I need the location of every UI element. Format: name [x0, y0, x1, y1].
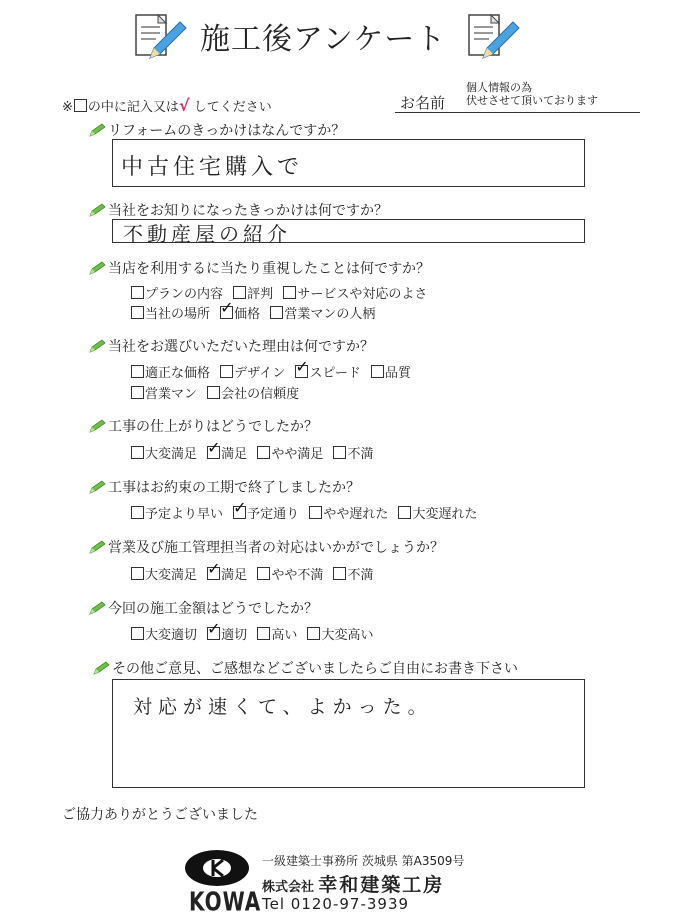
- logo-text: KOWA: [189, 886, 262, 918]
- checkbox[interactable]: [398, 506, 411, 519]
- checkbox[interactable]: [371, 365, 384, 378]
- option-item[interactable]: [131, 387, 197, 402]
- option-label: 満足: [221, 447, 248, 462]
- question-6-text: 工事はお約束の工期で終了しましたか？: [108, 480, 360, 496]
- option-item[interactable]: [233, 287, 273, 302]
- option-label: 品質: [385, 366, 412, 381]
- option-row: [131, 443, 379, 462]
- checkbox[interactable]: [333, 567, 346, 580]
- option-item[interactable]: [131, 447, 197, 462]
- option-row: [131, 362, 417, 381]
- option-label: 不満: [347, 568, 374, 583]
- checkbox[interactable]: [131, 567, 144, 580]
- answer-field-9[interactable]: [112, 679, 585, 788]
- option-item[interactable]: [131, 507, 223, 522]
- pencil-icon: [92, 661, 110, 675]
- thanks-text: ご協力ありがとうございました: [62, 807, 258, 823]
- question-9-text: その他ご意見、ご感想などございましたらご自由にお書き下さい: [112, 661, 518, 677]
- option-item[interactable]: [295, 366, 360, 381]
- answer-1-text: 中古住宅購入で: [121, 155, 304, 180]
- instruction-tick: √: [178, 96, 190, 115]
- option-item[interactable]: [283, 287, 427, 302]
- option-label: サービスや対応のよさ: [297, 287, 428, 302]
- question-5-text: 工事の仕上がりはどうでしたか？: [108, 419, 318, 435]
- option-label: やや遅れた: [323, 507, 389, 522]
- option-label: やや満足: [271, 447, 324, 462]
- option-item[interactable]: [333, 568, 373, 583]
- checkbox[interactable]: [131, 365, 144, 378]
- company-prefix: 株式会社: [262, 880, 315, 895]
- option-label: 高い: [271, 628, 298, 643]
- question-3-text: 当店を利用するに当たり重視したことは何ですか？: [108, 261, 430, 277]
- privacy-line-1: 個人情報の為: [466, 81, 532, 94]
- answer-9-text: 対応が速くて、よかった。: [133, 696, 433, 718]
- option-label: 営業マンの人柄: [284, 307, 376, 322]
- question-2-text: 当社をお知りになったきっかけは何ですか？: [108, 203, 388, 219]
- checkbox-checked[interactable]: [295, 365, 308, 378]
- pencil-icon: [88, 123, 106, 137]
- footer-company: [262, 870, 444, 897]
- option-item[interactable]: [207, 447, 247, 462]
- name-label: お名前: [400, 94, 446, 112]
- option-item[interactable]: [257, 568, 323, 583]
- option-item[interactable]: [131, 628, 197, 643]
- question-3: [88, 258, 430, 278]
- option-label: 適正な価格: [145, 366, 211, 381]
- option-item[interactable]: [257, 628, 297, 643]
- option-row: [131, 624, 379, 643]
- question-8-text: 今回の施工金額はどうでしたか？: [108, 601, 318, 617]
- option-label: 評判: [247, 287, 274, 302]
- option-label: 予定より早い: [145, 507, 224, 522]
- privacy-note: [466, 81, 598, 107]
- option-item[interactable]: [307, 628, 373, 643]
- checkbox-checked[interactable]: [233, 506, 246, 519]
- question-8: [88, 598, 318, 618]
- option-item[interactable]: [131, 287, 223, 302]
- checkbox[interactable]: [131, 506, 144, 519]
- option-label: 当社の場所: [145, 307, 211, 322]
- option-row: [131, 503, 483, 522]
- checkbox[interactable]: [220, 365, 233, 378]
- option-item[interactable]: [220, 366, 285, 381]
- pencil-icon: [88, 261, 106, 275]
- option-label: デザイン: [234, 366, 286, 381]
- instruction-mid: の中に記入又は: [87, 100, 179, 115]
- answer-field-2[interactable]: [112, 219, 585, 246]
- checkbox[interactable]: [257, 446, 270, 459]
- checkbox[interactable]: [333, 446, 346, 459]
- checkbox[interactable]: [131, 386, 144, 399]
- option-item[interactable]: [131, 568, 197, 583]
- option-item[interactable]: [207, 387, 299, 402]
- checkbox[interactable]: [233, 286, 246, 299]
- option-item[interactable]: [257, 447, 323, 462]
- question-1: [88, 120, 345, 140]
- option-label: 大変満足: [145, 568, 198, 583]
- company-name: 幸和建築工房: [318, 874, 445, 896]
- option-row: [131, 303, 381, 322]
- checkbox-checked[interactable]: [207, 446, 220, 459]
- privacy-line-2: 伏せさせて頂いております: [466, 94, 598, 107]
- question-1-text: リフォームのきっかけはなんですか？: [108, 123, 346, 139]
- option-item[interactable]: [207, 568, 247, 583]
- question-7: [88, 537, 444, 557]
- option-label: 適切: [221, 628, 248, 643]
- option-label: スピード: [309, 366, 361, 381]
- option-item[interactable]: [220, 307, 260, 322]
- checkbox[interactable]: [257, 627, 270, 640]
- name-field[interactable]: [395, 112, 640, 113]
- option-label: プランの内容: [145, 287, 224, 302]
- option-label: 大変満足: [145, 447, 198, 462]
- answer-2-text: 不動産屋の紹介: [123, 222, 291, 246]
- option-item[interactable]: [333, 447, 373, 462]
- checkbox-example-icon: [74, 99, 87, 112]
- pencil-icon: [88, 540, 106, 554]
- option-label: 大変適切: [145, 628, 198, 643]
- footer-tel: Tel 0120-97-3939: [262, 895, 410, 913]
- option-label: 大変遅れた: [412, 507, 478, 522]
- option-row: [131, 383, 305, 402]
- memo-pen-icon: [463, 12, 523, 64]
- option-item[interactable]: [371, 366, 411, 381]
- checkbox[interactable]: [270, 306, 283, 319]
- option-item[interactable]: [270, 307, 375, 322]
- option-item[interactable]: [398, 507, 477, 522]
- option-label: 大変高い: [321, 628, 374, 643]
- question-7-text: 営業及び施工管理担当者の対応はいかがでしょうか？: [108, 540, 444, 556]
- memo-pen-icon: [130, 12, 190, 64]
- question-9: [92, 658, 518, 678]
- footer-registration: 一級建築士事務所 茨城県 第A3509号: [262, 854, 465, 868]
- option-label: 不満: [347, 447, 374, 462]
- checkbox[interactable]: [309, 506, 322, 519]
- question-5: [88, 416, 318, 436]
- checkbox[interactable]: [207, 386, 220, 399]
- pencil-icon: [88, 601, 106, 615]
- checkbox[interactable]: [283, 286, 296, 299]
- checkbox-checked[interactable]: [207, 567, 220, 580]
- instruction-prefix: ※: [62, 100, 73, 115]
- checkbox[interactable]: [131, 446, 144, 459]
- option-item[interactable]: [131, 307, 210, 322]
- checkbox[interactable]: [257, 567, 270, 580]
- option-label: やや不満: [271, 568, 324, 583]
- pencil-icon: [88, 480, 106, 494]
- question-6: [88, 477, 360, 497]
- page-title: 施工後アンケート: [200, 22, 447, 57]
- question-4-text: 当社をお選びいただいた理由は何ですか？: [108, 339, 374, 355]
- question-2: [88, 200, 388, 220]
- answer-field-1[interactable]: [112, 139, 585, 187]
- instruction-text: [62, 96, 272, 115]
- question-4: [88, 336, 374, 356]
- option-item[interactable]: [309, 507, 388, 522]
- pencil-icon: [88, 419, 106, 433]
- checkbox-checked[interactable]: [220, 306, 233, 319]
- pencil-icon: [88, 339, 106, 353]
- option-row: [131, 283, 433, 302]
- instruction-suffix: してください: [189, 100, 272, 115]
- option-item[interactable]: [233, 507, 299, 522]
- checkbox[interactable]: [131, 306, 144, 319]
- checkbox[interactable]: [131, 627, 144, 640]
- checkbox-checked[interactable]: [207, 627, 220, 640]
- option-item[interactable]: [207, 628, 247, 643]
- checkbox[interactable]: [307, 627, 320, 640]
- option-item[interactable]: [131, 366, 210, 381]
- option-label: 価格: [234, 307, 261, 322]
- option-row: [131, 564, 379, 583]
- pencil-icon: [88, 203, 106, 217]
- option-label: 会社の信頼度: [221, 387, 300, 402]
- checkbox[interactable]: [131, 286, 144, 299]
- option-label: 満足: [221, 568, 248, 583]
- option-label: 予定通り: [247, 507, 300, 522]
- option-label: 営業マン: [145, 387, 198, 402]
